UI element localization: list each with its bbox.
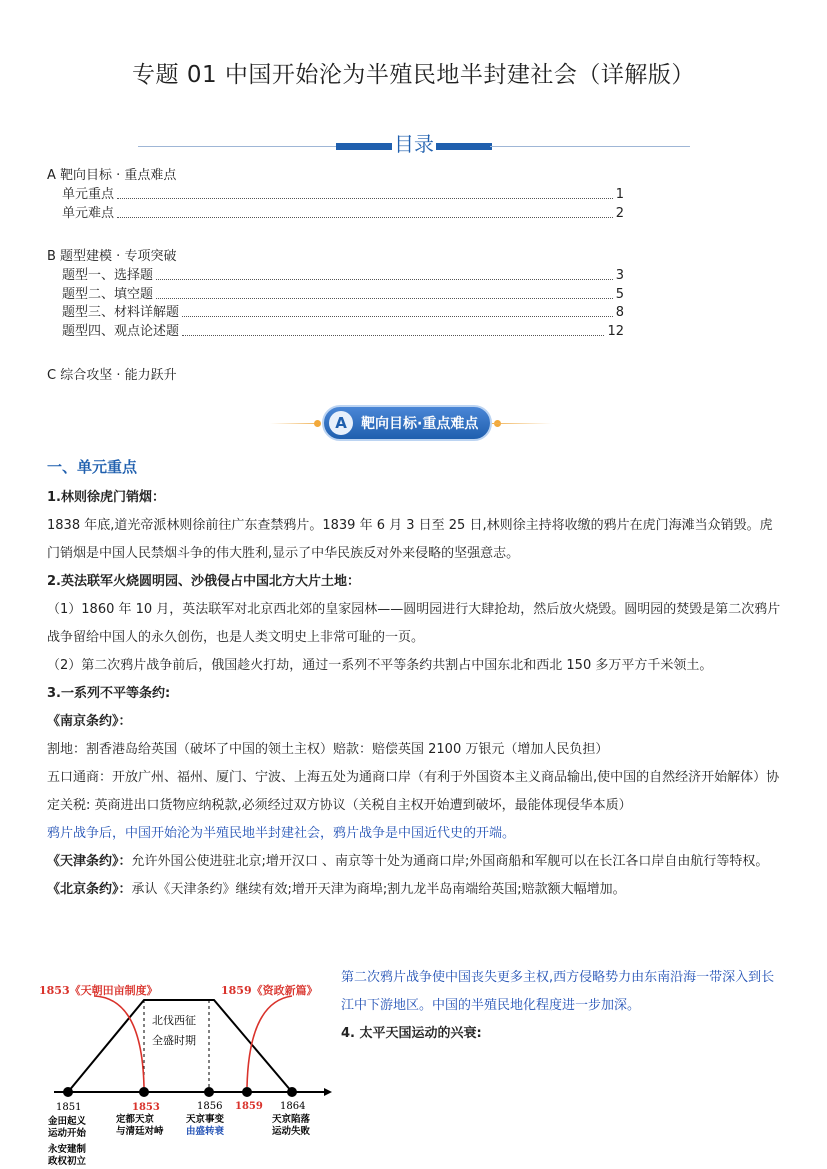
tianjin-treaty: [47, 848, 782, 876]
event-1851-l4: 政权初立: [48, 1156, 87, 1167]
axis-arrow-head: [324, 1088, 332, 1096]
node-1859: [242, 1087, 252, 1097]
toc-leader-dots: [182, 305, 613, 317]
event-1853-l1: 定都天京: [116, 1114, 155, 1125]
toc-leader-dots: [156, 268, 613, 280]
year-1853: 1853: [132, 1102, 160, 1113]
toc-item-page: 5: [615, 287, 624, 302]
taiping-timeline-diagram: [34, 972, 334, 1167]
toc-item-text: 单元重点: [62, 187, 115, 202]
section-title: 一、单元重点: [47, 458, 138, 476]
beijing-treaty-text: 承认《天津条约》继续有效;增开天津为商埠;割九龙半岛南端给英国;赔款额大幅增加。: [131, 882, 626, 897]
point-2-text-b: （2）第二次鸦片战争前后，俄国趁火打劫，通过一系列不平等条约共割占中国东北和西北 150 多万平方千米领土。: [47, 658, 713, 673]
node-1851: [63, 1087, 73, 1097]
right-column-text: [341, 964, 784, 1048]
year-1856: 1856: [197, 1101, 223, 1112]
event-1851-l3: 永安建制: [48, 1144, 87, 1155]
top-label-right: 1859《资政新篇》: [221, 984, 318, 997]
banner-dot-left: [314, 420, 321, 427]
toc-item-text: 题型三、材料详解题: [62, 305, 180, 320]
toc-section-c[interactable]: C 综合攻坚 · 能力跃升: [47, 368, 177, 383]
beijing-treaty: [47, 876, 782, 904]
toc-item[interactable]: [62, 268, 624, 284]
toc-item[interactable]: [62, 324, 624, 340]
nanjing-treaty-heading: 《南京条约》：: [47, 714, 132, 729]
toc-leader-dots: [117, 206, 613, 218]
toc-item[interactable]: [62, 287, 624, 303]
toc-section-a[interactable]: A 靶向目标 · 重点难点: [47, 168, 177, 183]
banner-glow-right: [492, 423, 552, 424]
toc-item-text: 单元难点: [62, 206, 115, 221]
banner-badge: A: [329, 411, 353, 435]
nanjing-treaty-text-1: 割地：割香港岛给英国（破坏了中国的领土主权）赔款：赔偿英国 2100 万银元（增加人民负担）: [47, 742, 609, 757]
node-1864: [287, 1087, 297, 1097]
toc-divider-right: [490, 146, 690, 147]
top-label-left: 1853《天朝田亩制度》: [39, 984, 158, 997]
toc-heading: 目录: [394, 132, 434, 156]
event-1853-l2: 与清廷对峙: [116, 1126, 164, 1137]
toc-header: [138, 128, 690, 162]
event-1856-l1: 天京事变: [186, 1114, 225, 1125]
year-1859: 1859: [235, 1101, 263, 1112]
year-1851: 1851: [56, 1102, 82, 1113]
toc-leader-dots: [117, 187, 613, 199]
beijing-treaty-heading: 《北京条约》：: [47, 882, 132, 897]
nanjing-treaty-text-2: 五口通商：开放广州、福州、厦门、宁波、上海五处为通商口岸（有利于外国资本主义商品输出,使中国的自然经济开始解体）协定关税: 英商进出口货物应纳税款,必须经过双方协议（关税自主权开始遭到破坏，最能体现侵华本质）: [47, 770, 780, 813]
toc-item-page: 3: [615, 268, 624, 283]
toc-leader-dots: [156, 287, 613, 299]
point-4-heading: 4. 太平天国运动的兴衰:: [341, 1026, 482, 1041]
toc-item[interactable]: [62, 187, 624, 203]
toc-bar-left: [336, 143, 392, 150]
toc-section-b[interactable]: B 题型建模 · 专项突破: [47, 249, 177, 264]
point-2-heading: 2.英法联军火烧圆明园、沙俄侵占中国北方大片土地：: [47, 574, 360, 589]
event-1851-l2: 运动开始: [48, 1128, 87, 1139]
second-opium-war-summary: 第二次鸦片战争使中国丧失更多主权,西方侵略势力由东南沿海一带深入到长江中下游地区。中国的半殖民地化程度进一步加深。: [341, 970, 775, 1013]
node-1853: [139, 1087, 149, 1097]
tianjin-treaty-heading: 《天津条约》：: [47, 854, 132, 869]
event-1864-l2: 运动失败: [272, 1126, 311, 1137]
main-content: [47, 484, 782, 904]
point-2-text-a: （1）1860 年 10 月，英法联军对北京西北郊的皇家园林——圆明园进行大肆抢劫，然后放火烧毁。圆明园的焚毁是第二次鸦片战争留给中国人的永久创伤，也是人类文明史上非常可耻的一页。: [47, 602, 781, 645]
section-banner: [270, 404, 560, 442]
toc-item-page: 12: [607, 324, 624, 339]
toc-leader-dots: [182, 324, 604, 336]
event-1864-l1: 天京陷落: [272, 1114, 311, 1125]
toc-item[interactable]: [62, 305, 624, 321]
toc-item-text: 题型一、选择题: [62, 268, 154, 283]
point-1-heading: 1.林则徐虎门销烟：: [47, 490, 165, 505]
event-1851-l1: 金田起义: [48, 1116, 87, 1127]
toc-item-page: 1: [615, 187, 624, 202]
toc-item-text: 题型四、观点论述题: [62, 324, 180, 339]
event-1856-l2: 由盛转衰: [186, 1126, 225, 1137]
banner-glow-left: [270, 423, 320, 424]
toc-bar-right: [436, 143, 492, 150]
plateau-label-2: 全盛时期: [152, 1034, 196, 1047]
node-1856: [204, 1087, 214, 1097]
page-title: 专题 01 中国开始沦为半殖民地半封建社会（详解版）: [132, 62, 695, 88]
nanjing-treaty-summary: 鸦片战争后，中国开始沦为半殖民地半封建社会，鸦片战争是中国近代史的开端。: [47, 826, 516, 841]
year-1864: 1864: [280, 1101, 306, 1112]
toc-item-text: 题型二、填空题: [62, 287, 154, 302]
toc-item-page: 8: [615, 305, 624, 320]
plateau-label-1: 北伐西征: [152, 1014, 196, 1027]
point-3-heading: 3.一系列不平等条约:: [47, 686, 171, 701]
point-1-text: 1838 年底,道光帝派林则徐前往广东查禁鸦片。1839 年 6 月 3 日至 25 日,林则徐主持将收缴的鸦片在虎门海滩当众销毁。虎门销烟是中国人民禁烟斗争的伟大胜利,显示了中华民族反对外来侵略的坚强意志。: [47, 518, 773, 561]
banner-pill: [322, 405, 492, 441]
toc-item[interactable]: [62, 206, 624, 222]
banner-text: 靶向目标·重点难点: [361, 416, 479, 432]
tianjin-treaty-text: 允许外国公使进驻北京;增开汉口 、南京等十处为通商口岸;外国商船和军舰可以在长江各口岸自由航行等特权。: [131, 854, 769, 869]
arrow-1859: [247, 996, 292, 1087]
toc-divider-left: [138, 146, 338, 147]
toc-item-page: 2: [615, 206, 624, 221]
